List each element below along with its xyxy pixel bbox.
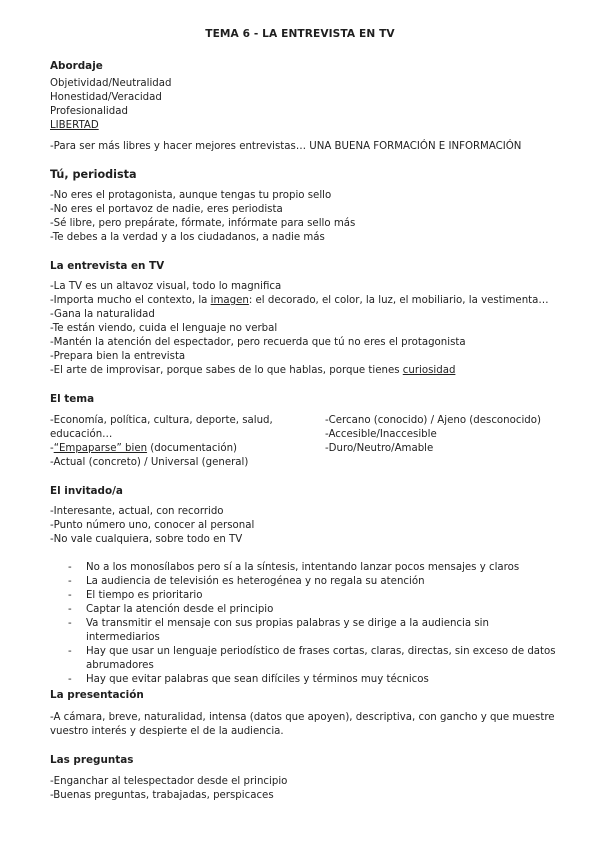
abordaje-note: -Para ser más libres y hacer mejores entrevistas… UNA BUENA FORMACIÓN E INFORMACIÓN — [50, 141, 522, 152]
invitado-line: -Punto número uno, conocer al personal — [50, 520, 255, 531]
tema-right-line: -Duro/Neutro/Amable — [325, 443, 434, 454]
tema-left-line: educación… — [50, 429, 113, 440]
preguntas-line: -Enganchar al telespectador desde el principio — [50, 776, 288, 787]
preguntas-line: -Buenas preguntas, trabajadas, perspicaces — [50, 790, 274, 801]
abordaje-line: Honestidad/Veracidad — [50, 92, 162, 103]
abordaje-heading: Abordaje — [50, 60, 103, 72]
entrevista-tv-line: -Gana la naturalidad — [50, 309, 155, 320]
presentacion-heading: La presentación — [50, 689, 144, 701]
abordaje-line: Objetividad/Neutralidad — [50, 78, 172, 89]
list-item: - La audiencia de televisión es heterogénea y no regala su atención — [68, 576, 425, 587]
periodista-line: -No eres el portavoz de nadie, eres periodista — [50, 204, 283, 215]
periodista-line: -Sé libre, pero prepárate, fórmate, infórmate para sello más — [50, 218, 356, 229]
underlined-phrase: “Empaparse” bien — [53, 443, 148, 454]
invitado-line: -Interesante, actual, con recorrido — [50, 506, 224, 517]
tema-right-line: -Cercano (conocido) / Ajeno (desconocido) — [325, 415, 541, 426]
entrevista-tv-line: -La TV es un altavoz visual, todo lo magnifica — [50, 281, 282, 292]
tema-left-line: -Actual (concreto) / Universal (general) — [50, 457, 249, 468]
entrevista-tv-line: -Mantén la atención del espectador, pero recuerda que tú no eres el protagonista — [50, 337, 466, 348]
list-item: - El tiempo es prioritario — [68, 590, 203, 601]
tema-left-line: -Economía, política, cultura, deporte, salud, — [50, 415, 273, 426]
list-item: - Captar la atención desde el principio — [68, 604, 274, 615]
entrevista-tv-line: -El arte de improvisar, porque sabes de lo que hablas, porque tienes curiosidad — [50, 365, 456, 376]
abordaje-line-underlined: LIBERTAD — [50, 120, 99, 131]
invitado-line: -No vale cualquiera, sobre todo en TV — [50, 534, 243, 545]
entrevista-tv-heading: La entrevista en TV — [50, 260, 165, 272]
list-item: - No a los monosílabos pero sí a la síntesis, intentando lanzar pocos mensajes y claros — [68, 562, 520, 573]
entrevista-tv-line: -Te están viendo, cuida el lenguaje no verbal — [50, 323, 278, 334]
entrevista-tv-line: -Importa mucho el contexto, la imagen: el decorado, el color, la luz, el mobiliario, la vestimenta… — [50, 295, 549, 306]
invitado-bullet-list — [50, 561, 556, 687]
entrevista-tv-line: -Prepara bien la entrevista — [50, 351, 186, 362]
presentacion-line: -A cámara, breve, naturalidad, intensa (datos que apoyen), descriptiva, con gancho y que muestre — [50, 712, 555, 723]
list-item: - Va transmitir el mensaje con sus propias palabras y se dirige a la audiencia sin intermediarios — [68, 618, 489, 643]
periodista-line: -No eres el protagonista, aunque tengas tu propio sello — [50, 190, 332, 201]
tema-left-line: -“Empaparse” bien (documentación) — [50, 443, 237, 454]
tema-right-line: -Accesible/Inaccesible — [325, 429, 437, 440]
list-item: - Hay que evitar palabras que sean difíciles y términos muy técnicos — [68, 674, 429, 685]
underlined-word: imagen — [210, 295, 249, 306]
abordaje-line: Profesionalidad — [50, 106, 128, 117]
page-title: TEMA 6 - LA ENTREVISTA EN TV — [205, 28, 395, 40]
presentacion-line: vuestro interés y despierte el de la audiencia. — [50, 726, 284, 737]
invitado-heading: El invitado/a — [50, 485, 123, 497]
periodista-heading: Tú, periodista — [50, 168, 137, 181]
preguntas-heading: Las preguntas — [50, 754, 134, 766]
underlined-word: curiosidad — [402, 365, 456, 376]
periodista-line: -Te debes a la verdad y a los ciudadanos, a nadie más — [50, 232, 325, 243]
tema-heading: El tema — [50, 393, 95, 405]
list-item: - Hay que usar un lenguaje periodístico de frases cortas, claras, directas, sin exceso de datos abrumadores — [68, 646, 556, 671]
